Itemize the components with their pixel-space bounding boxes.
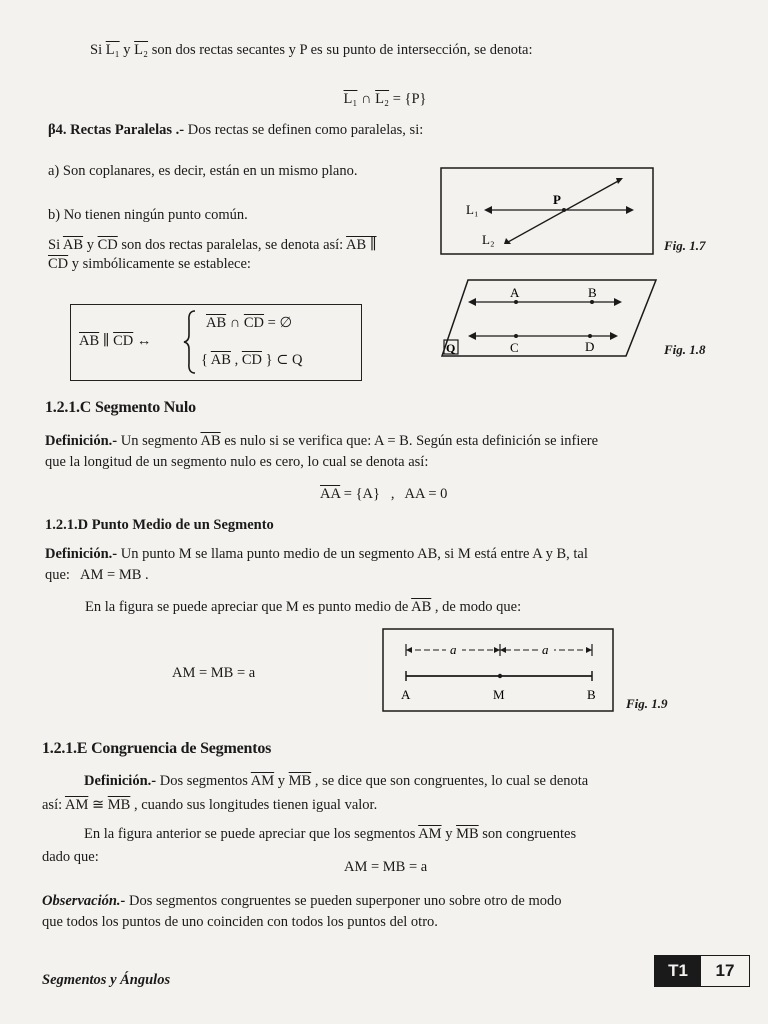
figure-1-9 xyxy=(382,628,616,714)
line-l1-symbol: L₁ xyxy=(105,42,120,58)
intersection-formula xyxy=(300,90,470,109)
fig19-m-label: M xyxy=(493,687,505,702)
item-b: b) No tienen ningún punto común. xyxy=(48,207,248,223)
fig17-l1-label: L₁ xyxy=(466,202,479,217)
congruence-line2-mb: $\overline{MB}$ xyxy=(107,797,131,813)
congruence-p2-am: $\overline{AM}$ xyxy=(418,826,442,842)
null-def-label: Definición.- xyxy=(45,433,118,449)
null-segment-heading: 1.2.1.C Segmento Nulo xyxy=(45,399,196,416)
fig19-b-label: B xyxy=(587,687,596,702)
si-word-2: Si xyxy=(48,237,61,253)
box-subset-q: } ⊂ Q xyxy=(265,352,303,368)
congruence-line2-am: $\overline{AM}$ xyxy=(64,797,89,813)
y-word-2: y xyxy=(86,237,94,253)
congruence-p2-mb: $\overline{MB}$ xyxy=(456,826,479,842)
figure-1-7 xyxy=(440,166,656,258)
fig19-dim1: a xyxy=(450,642,457,657)
line-l2-symbol: L₂ xyxy=(134,42,149,58)
box-lhs-cd: $\overline{CD}$ xyxy=(113,333,134,349)
segment-ab: $\overline{AB}$ xyxy=(62,237,84,253)
box-empty-set: = ∅ xyxy=(267,315,293,331)
midpoint-definition xyxy=(45,545,755,564)
box-line2-ab: $\overline{AB}$ xyxy=(210,352,231,368)
midpoint-equation: AM = MB = a xyxy=(172,665,256,681)
figure-1-8 xyxy=(440,276,660,362)
congruence-def-text2: , se dice que son congruentes, lo cual se denota xyxy=(314,773,589,789)
fig18-b-label: B xyxy=(588,285,597,300)
running-title: Segmentos y Ángulos xyxy=(42,972,171,988)
parallel-lines-heading: β4. Rectas Paralelas .- xyxy=(48,122,185,138)
fig18-caption: Fig. 1.8 xyxy=(664,342,706,357)
midpoint-figure-sentence xyxy=(85,598,725,617)
formula-rhs: = {P} xyxy=(392,91,427,107)
fig18-d-label: D xyxy=(585,339,595,354)
null-def-text2: es nulo si se verifica que: A = B. Según esta definición se infiere xyxy=(224,433,599,449)
fig17-l2-label: L₂ xyxy=(482,232,495,247)
si-word: Si xyxy=(90,42,103,58)
fig18-q-label: Q xyxy=(446,341,456,355)
box-line2 xyxy=(201,351,302,370)
congruence-definition xyxy=(84,772,754,791)
box-set-open: { xyxy=(201,352,208,368)
midpoint-heading: 1.2.1.D Punto Medio de un Segmento xyxy=(45,517,274,533)
midpoint-def-line2: que: AM = MB . xyxy=(45,567,149,583)
segment-cd: $\overline{CD}$ xyxy=(97,237,118,253)
box-line1-cd: $\overline{CD}$ xyxy=(243,315,265,331)
observation-paragraph xyxy=(42,892,752,911)
parallel-lines-heading-line xyxy=(48,121,688,140)
fig19-caption: Fig. 1.9 xyxy=(626,696,668,711)
box-line1-ab: $\overline{AB}$ xyxy=(206,315,227,331)
congruence-heading: 1.2.1.E Congruencia de Segmentos xyxy=(42,740,272,757)
y-word: y xyxy=(123,42,131,58)
midpoint-def-label: Definición.- xyxy=(45,546,118,562)
congruence-p2-text2: son congruentes xyxy=(482,826,577,842)
box-parallel-symbol: ∥ xyxy=(102,333,110,349)
midpoint-sentence-part1: En la figura se puede apreciar que M es punto medio de xyxy=(85,599,409,615)
midpoint-sentence-ab: $\overline{AB}$ xyxy=(411,599,432,615)
chapter-tab: T1 xyxy=(655,956,701,986)
null-formula xyxy=(320,485,447,504)
congruence-symbol: ≅ xyxy=(91,797,105,813)
congruence-y: y xyxy=(277,773,286,789)
fig18-a-label: A xyxy=(510,285,520,300)
congruence-def-label: Definición.- xyxy=(84,773,157,789)
congruence-def-text1: Dos segmentos xyxy=(159,773,248,789)
congruence-line2 xyxy=(42,796,742,815)
parallel-mid-text: son dos rectas paralelas, se denota así: xyxy=(121,237,344,253)
congruence-line2-start: así: xyxy=(42,797,63,813)
congruence-am: $\overline{AM}$ xyxy=(250,773,275,789)
secant-lines-sentence xyxy=(90,41,710,60)
page-number-box xyxy=(654,955,750,987)
fig18-c-label: C xyxy=(510,340,519,355)
null-formula-rest: = {A} , AA = 0 xyxy=(343,486,448,502)
fig19-dim2: a xyxy=(542,642,549,657)
congruence-paragraph2 xyxy=(84,825,754,844)
formula-l1: L₁ xyxy=(343,91,358,107)
curly-brace xyxy=(183,309,197,375)
box-line1 xyxy=(206,314,292,333)
observation-text: Dos segmentos congruentes se pueden superponer uno sobre otro de modo xyxy=(129,893,562,909)
congruence-p2-line2: dado que: xyxy=(42,849,99,865)
intersection-symbol: ∩ xyxy=(361,91,372,107)
box-lhs-ab: $\overline{AB}$ xyxy=(79,333,100,349)
parallel-definition-box xyxy=(70,304,362,381)
item-a: a) Son coplanares, es decir, están en un mismo plano. xyxy=(48,163,358,179)
null-def-ab: $\overline{AB}$ xyxy=(200,433,221,449)
parallel-tail-text: y simbólicamente se establece: xyxy=(71,256,251,272)
page-number: 17 xyxy=(715,961,735,980)
secant-lines-text: son dos rectas secantes y P es su punto de intersección, se denota: xyxy=(151,42,533,58)
box-intersection: ∩ xyxy=(229,315,241,331)
midpoint-def-text: Un punto M se llama punto medio de un segmento AB, si M está entre A y B, tal xyxy=(120,546,588,562)
congruence-equation: AM = MB = a xyxy=(344,859,428,875)
null-def-line2: que la longitud de un segmento nulo es cero, lo cual se denota así: xyxy=(45,454,429,470)
biconditional-arrow: ↔ xyxy=(136,333,152,349)
congruence-line2-rest: , cuando sus longitudes tienen igual valor. xyxy=(133,797,378,813)
parallel-lines-intro: Dos rectas se definen como paralelas, si: xyxy=(187,122,424,138)
congruence-mb: $\overline{MB}$ xyxy=(288,773,312,789)
null-segment-definition xyxy=(45,432,745,451)
null-def-text1: Un segmento xyxy=(120,433,198,449)
observation-label: Observación.- xyxy=(42,893,126,909)
fig19-a-label: A xyxy=(401,687,411,702)
congruence-p2-text1: En la figura anterior se puede apreciar que los segmentos xyxy=(84,826,416,842)
parallel-notation: AB ∥ CD xyxy=(48,237,377,272)
observation-line2: que todos los puntos de uno coinciden con todos los puntos del otro. xyxy=(42,914,438,930)
formula-l2: L₂ xyxy=(375,91,390,107)
fig17-p-label: P xyxy=(553,192,561,207)
null-formula-aa: $\overline{AA}$ xyxy=(320,486,341,502)
midpoint-sentence-part2: , de modo que: xyxy=(434,599,522,615)
parallel-notation-paragraph xyxy=(48,236,393,274)
box-line2-cd: $\overline{CD}$ xyxy=(241,352,262,368)
fig17-caption: Fig. 1.7 xyxy=(664,238,706,253)
box-comma: , xyxy=(234,352,239,368)
congruence-p2-y: y xyxy=(445,826,453,842)
box-lhs xyxy=(79,332,151,351)
